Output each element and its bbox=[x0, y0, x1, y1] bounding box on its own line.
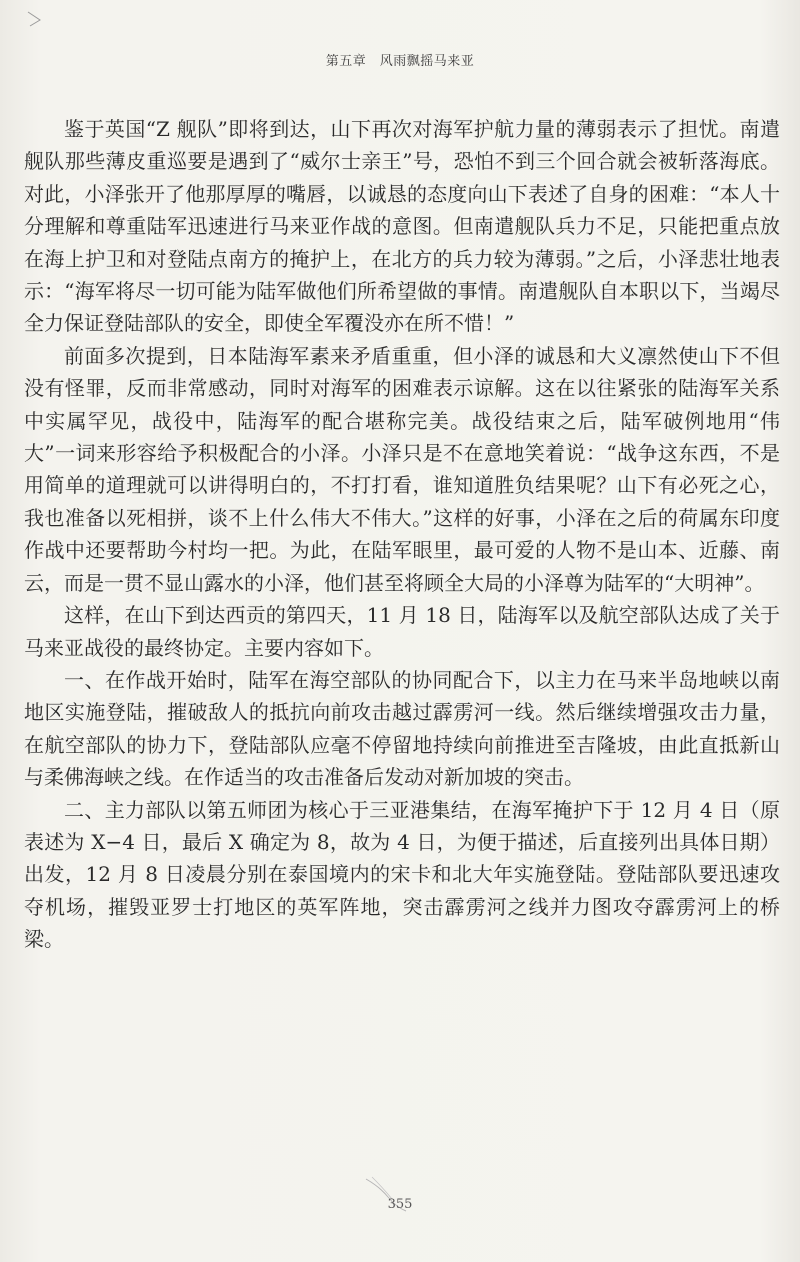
paragraph-4: 一、在作战开始时，陆军在海空部队的协同配合下，以主力在马来半岛地峡以南地区实施登陆，摧破敌人的抵抗向前攻击越过霹雳河一线。然后继续增强攻击力量，在航空部队的协力下，登陆部队应毫不停留地持续向前推进至吉隆坡，由此直抵新山与柔佛海峡之线。在作适当的攻击准备后发动对新加坡的突击。 bbox=[24, 667, 780, 790]
paragraph-1: 鉴于英国“Z 舰队”即将到达，山下再次对海军护航力量的薄弱表示了担忧。南遣舰队那些薄皮重巡要是遇到了“威尔士亲王”号，恐怕不到三个回合就会被斩落海底。对此，小泽张开了他那厚厚的嘴唇，以诚恳的态度向山下表述了自身的困难：“本人十分理解和尊重陆军迅速进行马来亚作战的意图。但南遣舰队兵力不足，只能把重点放在海上护卫和对登陆点南方的掩护上，在北方的兵力较为薄弱。”之后，小泽悲壮地表示：“海军将尽一切可能为陆军做他们所希望做的事情。南遣舰队自本职以下，当竭尽全力保证登陆部队的安全，即使全军覆没亦在所不惜！” bbox=[24, 117, 780, 336]
page-number: 355 bbox=[387, 1197, 413, 1212]
paragraph-2: 前面多次提到，日本陆海军素来矛盾重重，但小泽的诚恳和大义凛然使山下不但没有怪罪，反而非常感动，同时对海军的困难表示谅解。这在以往紧张的陆海军关系中实属罕见，战役中，陆海军的配合堪称完美。战役结束之后，陆军破例地用“伟大”一词来形容给予积极配合的小泽。小泽只是不在意地笑着说：“战争这东西，不是用简单的道理就可以讲得明白的，不打打看，谁知道胜负结果呢？山下有必死之心，我也准备以死相拼，谈不上什么伟大不伟大。”这样的好事，小泽在之后的荷属东印度作战中还要帮助今村均一把。为此，在陆军眼里，最可爱的人物不是山本、近藤、南云，而是一贯不显山露水的小泽，他们甚至将顾全大局的小泽尊为陆军的“大明神”。 bbox=[24, 343, 780, 595]
paragraph-3: 这样，在山下到达西贡的第四天，11 月 18 日，陆海军以及航空部队达成了关于马来亚战役的最终协定。主要内容如下。 bbox=[24, 603, 780, 660]
body-text bbox=[24, 113, 780, 956]
paragraph-5: 二、主力部队以第五师团为核心于三亚港集结，在海军掩护下于 12 月 4 日（原表述为 X−4 日，最后 X 确定为 8，故为 4 日，为便于描述，后直接列出具体日期）出发，12 月 8 日凌晨分别在泰国境内的宋卡和北大年实施登陆。登陆部队要迅速攻夺机场，摧毁亚罗士打地区的英军阵地，突击霹雳河之线并力图攻夺霹雳河上的桥梁。 bbox=[24, 797, 780, 952]
running-header: 第五章 风雨飘摇马来亚 bbox=[325, 54, 475, 69]
scan-edge-mark bbox=[26, 8, 56, 28]
